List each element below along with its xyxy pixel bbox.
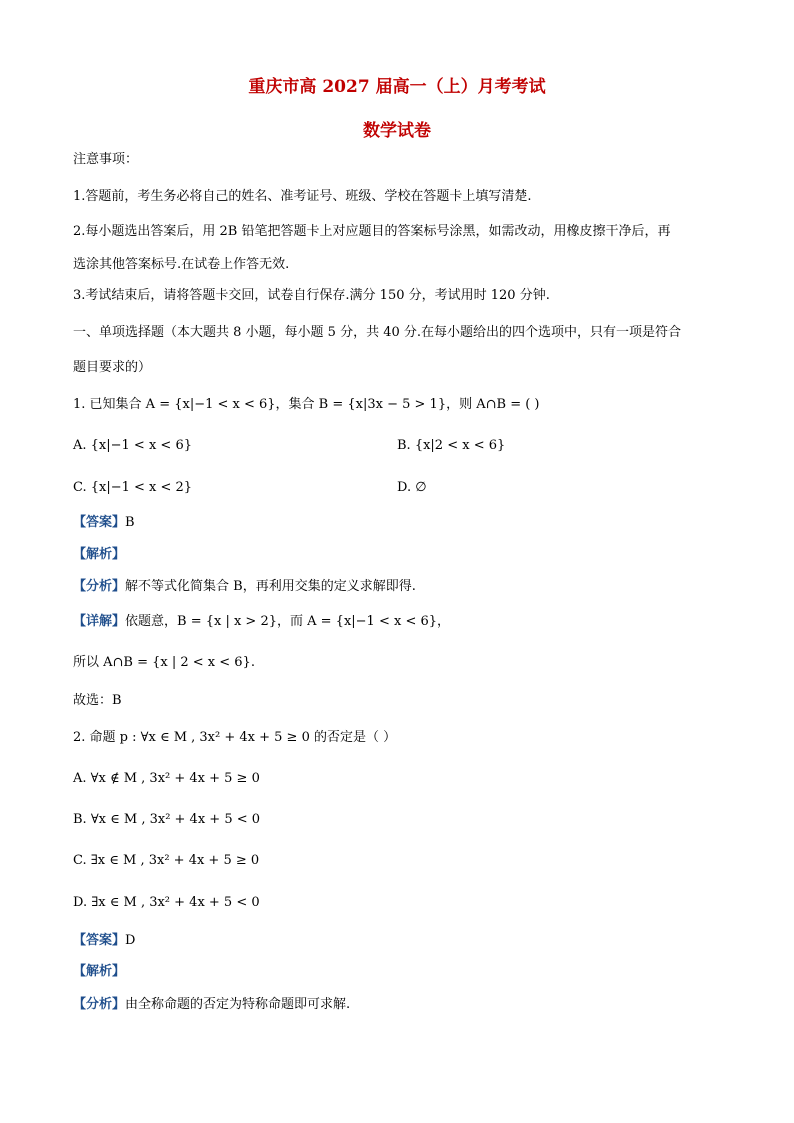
fenxi-text: 由全称命题的否定为特称命题即可求解. bbox=[125, 997, 351, 1012]
fenxi-tag: 【分析】 bbox=[73, 997, 126, 1012]
exam-title: 重庆市高 2027 届高一（上）月考考试 bbox=[248, 77, 546, 97]
question-1-choose: 故选：B bbox=[73, 693, 122, 708]
exam-subtitle: 数学试卷 bbox=[363, 121, 431, 141]
notice-item-2a: 2.每小题选出答案后，用 2B 铅笔把答题卡上对应题目的答案标号涂黑，如需改动，用橡皮擦干净后，再 bbox=[73, 224, 671, 239]
xiangjie-tag: 【详解】 bbox=[73, 614, 126, 629]
question-1-option-b: B. {x|2 < x < 6} bbox=[397, 438, 506, 453]
analysis-tag: 【解析】 bbox=[73, 547, 126, 562]
question-2-answer bbox=[73, 932, 722, 950]
question-1-option-a: A. {x|−1 < x < 6} bbox=[73, 438, 192, 453]
question-1-stem: 1. 已知集合 A = {x|−1 < x < 6}，集合 B = {x|3x − 5 > 1}，则 A∩B = ( ) bbox=[73, 397, 540, 412]
question-1-xiangjie bbox=[73, 613, 722, 631]
notice-item-2b: 选涂其他答案标号.在试卷上作答无效. bbox=[73, 257, 290, 272]
section-heading-line2: 题目要求的） bbox=[73, 360, 152, 375]
question-2-option-c: C. ∃x ∈ M , 3x² + 4x + 5 ≥ 0 bbox=[73, 853, 260, 868]
fenxi-tag: 【分析】 bbox=[73, 579, 126, 594]
xiangjie-text: 依题意，B = {x | x > 2}，而 A = {x|−1 < x < 6}， bbox=[125, 614, 451, 629]
question-2-option-b: B. ∀x ∈ M , 3x² + 4x + 5 < 0 bbox=[73, 812, 261, 827]
question-2-fenxi bbox=[73, 996, 722, 1014]
question-1-answer bbox=[73, 514, 722, 532]
question-2-stem: 2. 命题 p : ∀x ∈ M , 3x² + 4x + 5 ≥ 0 的否定是（ ） bbox=[73, 730, 397, 745]
answer-tag: 【答案】 bbox=[73, 515, 126, 530]
notice-item-1: 1.答题前，考生务必将自己的姓名、准考证号、班级、学校在答题卡上填写清楚. bbox=[73, 189, 532, 204]
notice-item-3: 3.考试结束后，请将答题卡交回，试卷自行保存.满分 150 分，考试用时 120 分钟. bbox=[73, 288, 550, 303]
analysis-tag: 【解析】 bbox=[73, 964, 126, 979]
answer-tag: 【答案】 bbox=[73, 933, 126, 948]
question-1-option-d: D. ∅ bbox=[397, 480, 427, 495]
question-1-fenxi bbox=[73, 578, 722, 596]
notice-heading: 注意事项： bbox=[73, 152, 139, 167]
question-2-option-a: A. ∀x ∉ M , 3x² + 4x + 5 ≥ 0 bbox=[73, 771, 260, 786]
question-1-analysis-heading bbox=[73, 546, 722, 564]
fenxi-text: 解不等式化简集合 B，再利用交集的定义求解即得. bbox=[125, 579, 416, 594]
answer-value: D bbox=[125, 933, 136, 948]
question-1-option-c: C. {x|−1 < x < 2} bbox=[73, 480, 193, 495]
question-1-therefore: 所以 A∩B = {x | 2 < x < 6}. bbox=[73, 655, 255, 670]
question-2-option-d: D. ∃x ∈ M , 3x² + 4x + 5 < 0 bbox=[73, 895, 260, 910]
answer-value: B bbox=[125, 515, 135, 530]
question-2-analysis-heading bbox=[73, 963, 722, 981]
section-heading-line1: 一、单项选择题（本大题共 8 小题，每小题 5 分，共 40 分.在每小题给出的四个选项中，只有一项是符合 bbox=[73, 325, 682, 340]
